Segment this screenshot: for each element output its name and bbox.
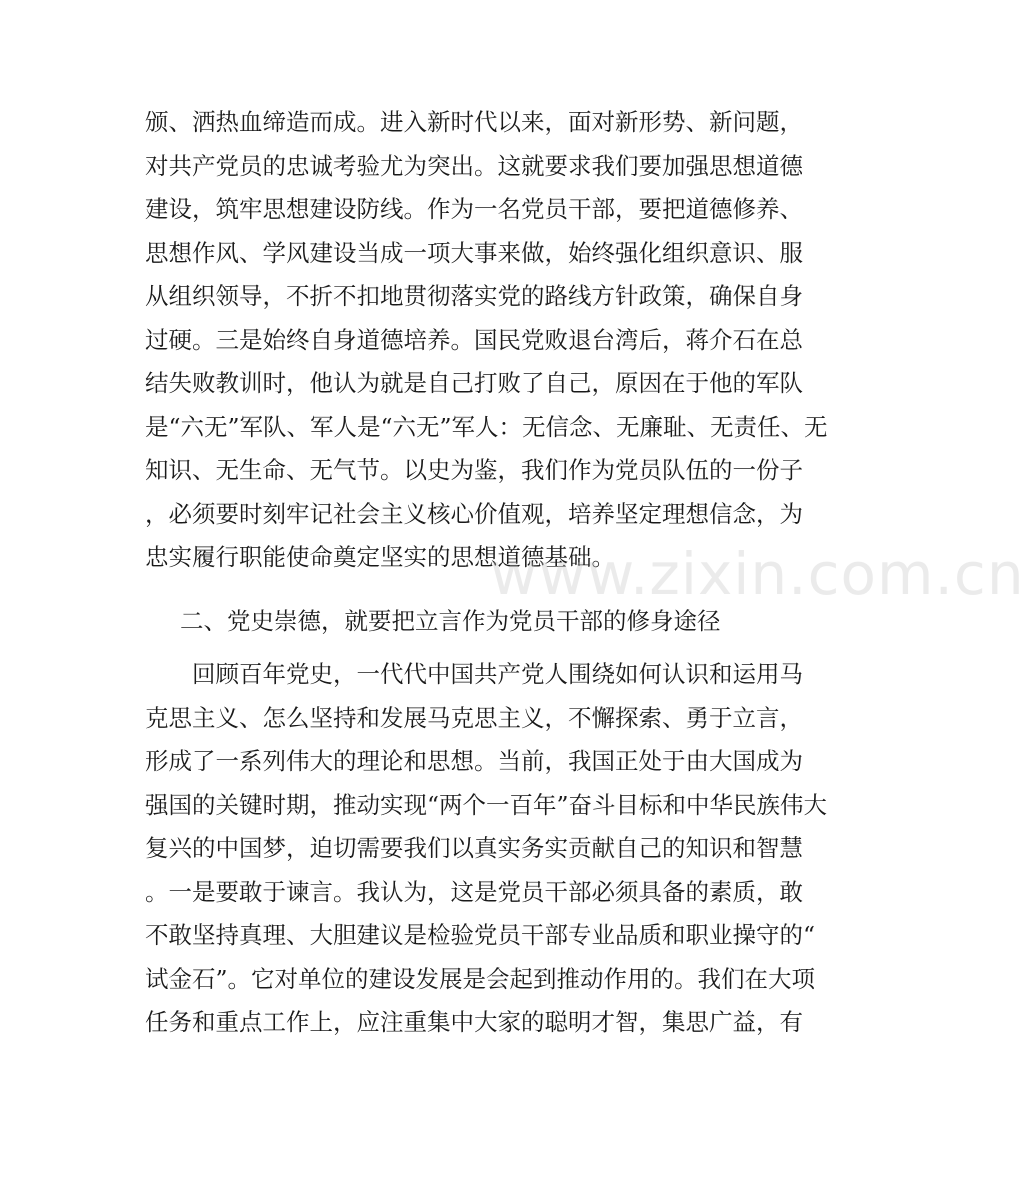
text-line: 是“六无”军队、军人是“六无”军人：无信念、无廉耻、无责任、无 (145, 412, 828, 441)
text-line: 不敢坚持真理、大胆建议是检验党员干部专业品质和职业操守的“ (145, 921, 816, 949)
paragraph-continuation (145, 101, 828, 580)
text-line: 强国的关键时期，推动实现“两个一百年”奋斗目标和中华民族伟大 (145, 790, 828, 819)
text-line: 克思主义、怎么坚持和发展马克思主义，不懈探索、勇于立言， (145, 703, 803, 732)
text-line: 颁、洒热血缔造而成。进入新时代以来，面对新形势、新问题， (145, 108, 803, 136)
text-line: 从组织领导，不折不扣地贯彻落实党的路线方针政策，确保自身 (145, 282, 803, 310)
text-line: 试金石”。它对单位的建设发展是会起到推动作用的。我们在大项 (145, 964, 816, 993)
text-line: 形成了一系列伟大的理论和思想。当前，我国正处于由大国成为 (145, 747, 803, 775)
section-heading: 二、党史崇德，就要把立言作为党员干部的修身途径 (180, 607, 721, 635)
text-line: 过硬。三是始终自身道德培养。国民党败退台湾后，蒋介石在总 (145, 325, 803, 354)
text-line: 结失败教训时，他认为就是自己打败了自己，原因在于他的军队 (145, 369, 803, 397)
text-line: 回顾百年党史，一代代中国共产党人围绕如何认识和运用马 (145, 660, 803, 688)
text-line: 忠实履行职能使命奠定坚实的思想道德基础。 (145, 543, 615, 571)
paragraph-body (145, 653, 827, 1045)
text-line: ，必须要时刻牢记社会主义核心价值观，培养坚定理想信念，为 (145, 499, 803, 528)
text-line: 建设，筑牢思想建设防线。作为一名党员干部，要把道德修养、 (145, 195, 803, 223)
text-line: 复兴的中国梦，迫切需要我们以真实务实贡献自己的知识和智慧 (145, 834, 803, 862)
text-line: 对共产党员的忠诚考验尤为突出。这就要求我们要加强思想道德 (145, 151, 803, 180)
text-line: 任务和重点工作上，应注重集中大家的聪明才智，集思广益，有 (145, 1008, 803, 1036)
text-line: 。一是要敢于谏言。我认为，这是党员干部必须具备的素质，敢 (145, 877, 803, 906)
text-line: 知识、无生命、无气节。以史为鉴，我们作为党员队伍的一份子 (145, 456, 803, 484)
text-line: 思想作风、学风建设当成一项大事来做，始终强化组织意识、服 (145, 238, 803, 267)
watermark: www.zixin.com.cn (490, 540, 1025, 608)
